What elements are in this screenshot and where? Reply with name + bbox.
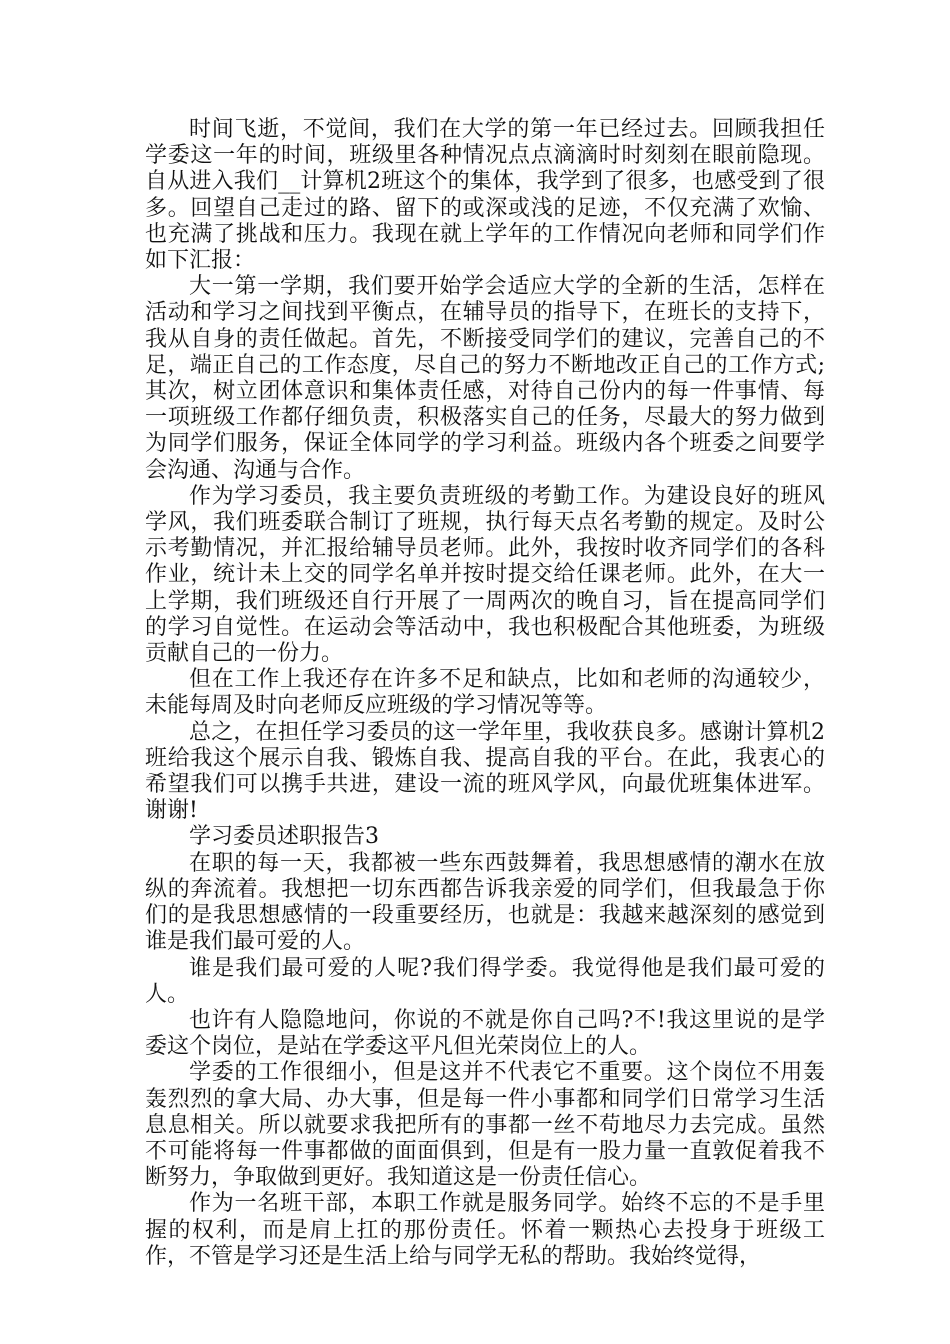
section-paragraph: 谁是我们最可爱的人呢?我们得学委。我觉得他是我们最可爱的人。 (145, 955, 825, 1007)
paragraph-duties: 作为学习委员，我主要负责班级的考勤工作。为建设良好的班风学风，我们班委联合制订了班规，执行每天点名考勤的规定。及时公示考勤情况，并汇报给辅导员老师。此外，我按时收齐同学们的各科作业，统计未上交的同学名单并按时提交给任课老师。此外，在大一上学期，我们班级还自行开展了一周两次的晚自习，旨在提高同学们的学习自觉性。在运动会等活动中，我也积极配合其他班委，为班级贡献自己的一份力。 (145, 483, 825, 667)
document-body (145, 117, 825, 1270)
section-paragraph: 在职的每一天，我都被一些东西鼓舞着，我思想感情的潮水在放纵的奔流着。我想把一切东西都告诉我亲爱的同学们，但我最急于你们的是我思想感情的一段重要经历，也就是：我越来越深刻的感觉到谁是我们最可爱的人。 (145, 850, 825, 955)
section-paragraph: 学委的工作很细小，但是这并不代表它不重要。这个岗位不用轰轰烈烈的拿大局、办大事，但是每一件小事都和同学们日常学习生活息息相关。所以就要求我把所有的事都一丝不苟地尽力去完成。虽然不可能将每一件事都做的面面俱到，但是有一股力量一直敦促着我不断努力，争取做到更好。我知道这是一份责任信心。 (145, 1060, 825, 1191)
paragraph-shortcomings: 但在工作上我还存在许多不足和缺点，比如和老师的沟通较少，未能每周及时向老师反应班级的学习情况等等。 (145, 667, 825, 719)
section-title: 学习委员述职报告3 (189, 824, 379, 850)
paragraph-first-semester: 大一第一学期，我们要开始学会适应大学的全新的生活，怎样在活动和学习之间找到平衡点，在辅导员的指导下，在班长的支持下，我从自身的责任做起。首先，不断接受同学们的建议，完善自己的不足，端正自己的工作态度，尽自己的努力不断地改正自己的工作方式;其次，树立团体意识和集体责任感，对待自己份内的每一件事情、每一项班级工作都仔细负责，积极落实自己的任务，尽最大的努力做到为同学们服务，保证全体同学的学习利益。班级内各个班委之间要学会沟通、沟通与合作。 (145, 274, 825, 483)
paragraph-intro: 时间飞逝，不觉间，我们在大学的第一年已经过去。回顾我担任学委这一年的时间，班级里各种情况点点滴滴时时刻刻在眼前隐现。自从进入我们__计算机2班这个的集体，我学到了很多，也感受到了很多。回望自己走过的路、留下的或深或浅的足迹，不仅充满了欢愉、也充满了挑战和压力。我现在就上学年的工作情况向老师和同学们作如下汇报： (145, 117, 825, 274)
paragraph-conclusion: 总之，在担任学习委员的这一学年里，我收获良多。感谢计算机2班给我这个展示自我、锻炼自我、提高自我的平台。在此，我衷心的希望我们可以携手共进，建设一流的班风学风，向最优班集体进军。谢谢! (145, 719, 825, 824)
section-paragraph: 也许有人隐隐地问，你说的不就是你自己吗?不!我这里说的是学委这个岗位，是站在学委这平凡但光荣岗位上的人。 (145, 1007, 825, 1060)
section-paragraph: 作为一名班干部，本职工作就是服务同学。始终不忘的不是手里握的权利，而是肩上扛的那份责任。怀着一颗热心去投身于班级工作，不管是学习还是生活上给与同学无私的帮助。我始终觉得， (145, 1191, 825, 1269)
